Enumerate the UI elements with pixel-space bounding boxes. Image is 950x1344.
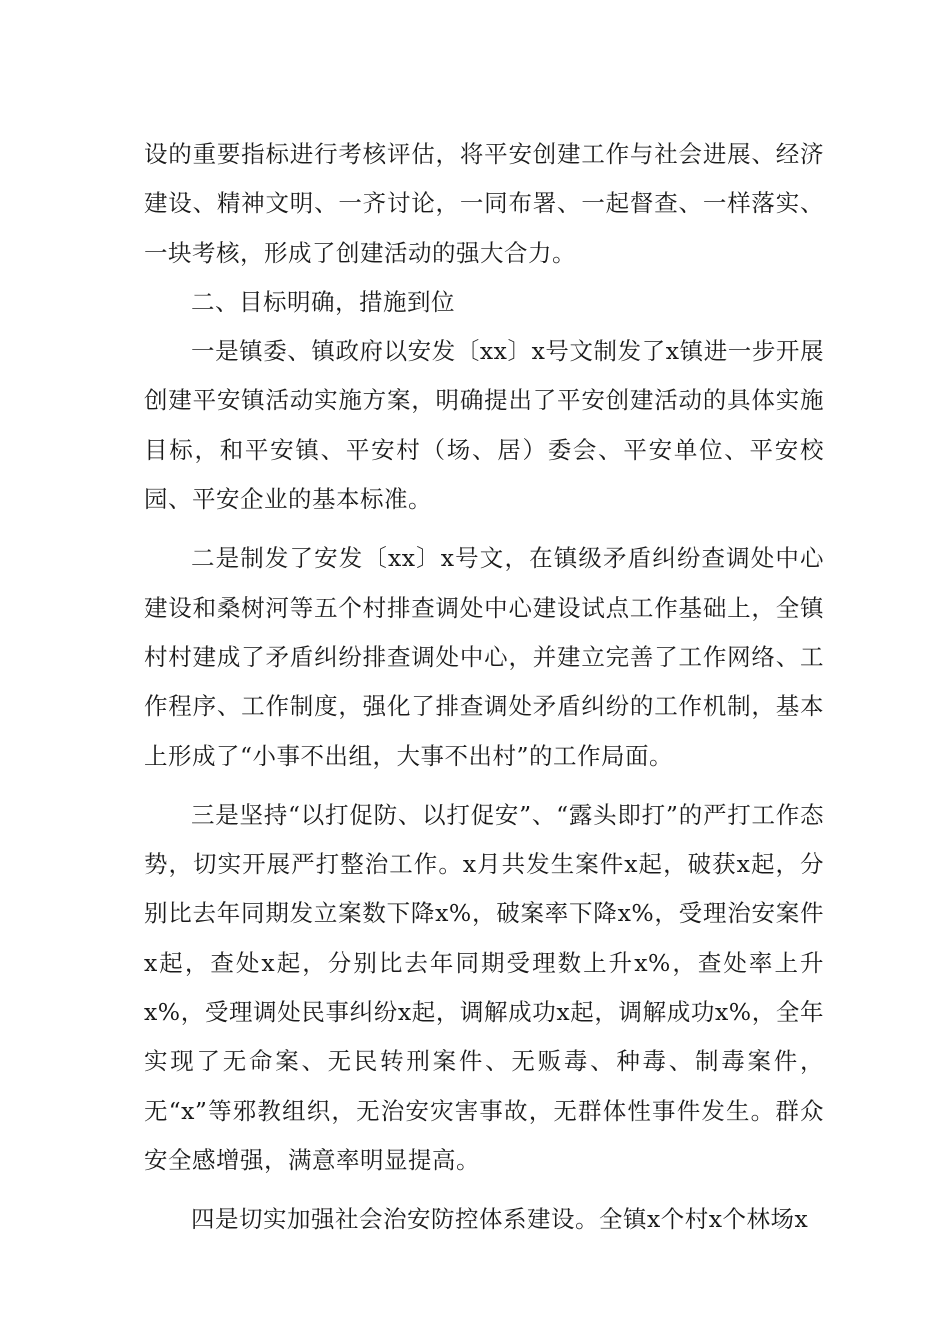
paragraph-continuation: 设的重要指标进行考核评估，将平安创建工作与社会进展、经济建设、精神文明、一齐讨论，一同布署、一起督查、一样落实、一块考核，形成了创建活动的强大合力。 bbox=[144, 140, 824, 267]
document-body bbox=[144, 130, 824, 1245]
paragraph-point-two: 二是制发了安发〔xx〕x号文，在镇级矛盾纠纷查调处中心建设和桑树河等五个村排查调处中心建设试点工作基础上，全镇村村建成了矛盾纠纷排查调处中心，并建立完善了工作网络、工作程序、工作制度，强化了排查调处矛盾纠纷的工作机制，基本上形成了“小事不出组，大事不出村”的工作局面。 bbox=[144, 544, 824, 770]
section-heading: 二、目标明确，措施到位 bbox=[191, 287, 455, 316]
paragraph-point-four: 四是切实加强社会治安防控体系建设。全镇x个村x个林场x bbox=[191, 1205, 809, 1234]
paragraph-point-three: 三是坚持“以打促防、以打促安”、“露头即打”的严打工作态势，切实开展严打整治工作。x月共发生案件x起，破获x起，分别比去年同期发立案数下降x%，破案率下降x%，受理治安案件x起，查处x起，分别比去年同期受理数上升x%，查处率上升x%，受理调处民事纠纷x起，调解成功x起，调解成功x%，全年实现了无命案、无民转刑案件、无贩毒、种毒、制毒案件，无“x”等邪教组织，无治安灾害事故，无群体性事件发生。群众安全感增强，满意率明显提高。 bbox=[144, 800, 824, 1174]
paragraph-point-one: 一是镇委、镇政府以安发〔xx〕x号文制发了x镇进一步开展创建平安镇活动实施方案，明确提出了平安创建活动的具体实施目标，和平安镇、平安村（场、居）委会、平安单位、平安校园、平安企业的基本标准。 bbox=[144, 337, 824, 514]
